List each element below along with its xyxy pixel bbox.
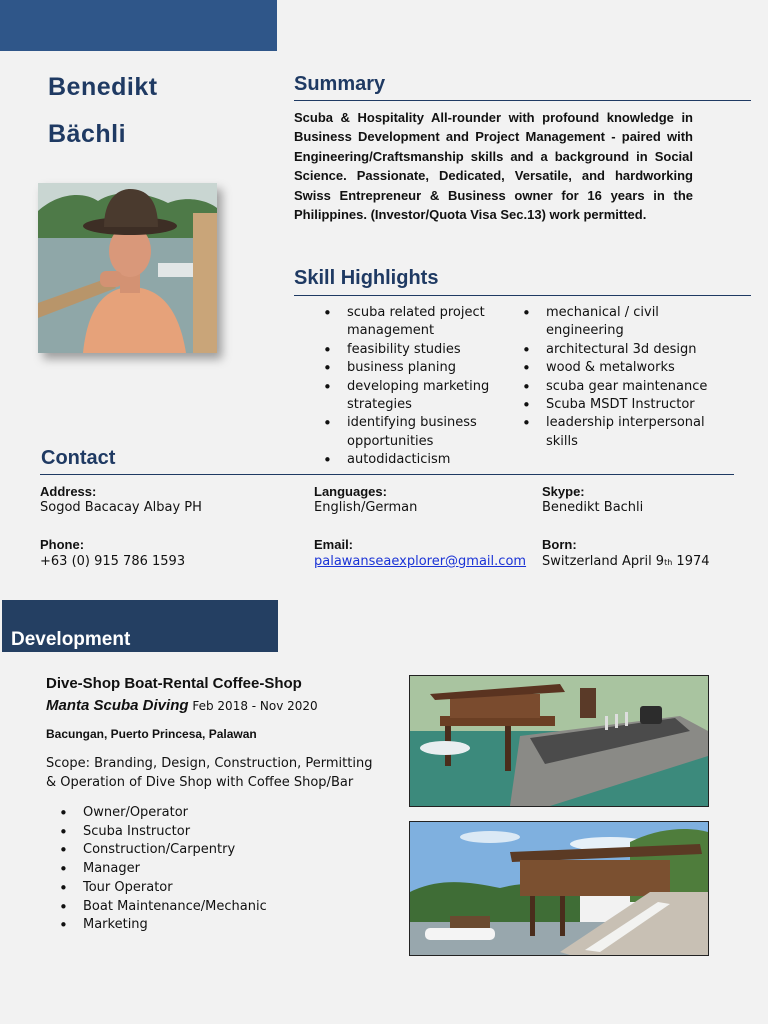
job-dates: Feb 2018 - Nov 2020 <box>192 699 318 713</box>
role-item: • Construction/Carpentry <box>46 841 346 860</box>
skills-list-left <box>320 304 500 470</box>
summary-text: Scuba & Hospitality All-rounder with profound knowledge in Business Development and Project Management - paired with Engineering/Craftsmanship skills and a background in Social Science. Passionate, Dedicated, Versatile, and hardworking Swiss Entrepreneur & Business owner for 16 years in the Philippines. (Investor/Quota Visa Sec.13) work permitted. <box>294 110 693 223</box>
skill-item: • business planing <box>320 359 500 377</box>
skill-item: • wood & metalworks <box>519 359 719 377</box>
skill-item: • scuba gear maintenance <box>519 378 719 396</box>
born-date: Switzerland April 9 <box>542 554 665 569</box>
address-label: Address: <box>40 484 97 499</box>
skype-value: Benedikt Bachli <box>542 500 644 515</box>
email-label: Email: <box>314 537 354 552</box>
role-item: • Tour Operator <box>46 879 346 898</box>
job-location: Bacungan, Puerto Princesa, Palawan <box>46 727 257 741</box>
header-bar <box>0 0 277 51</box>
skype-label: Skype: <box>542 484 585 499</box>
summary-heading: Summary <box>294 73 386 95</box>
phone-label: Phone: <box>40 537 85 552</box>
languages-value: English/German <box>314 500 418 515</box>
skill-item: • autodidacticism <box>320 451 500 469</box>
email-link[interactable]: palawanseaexplorer@gmail.com <box>314 554 527 569</box>
skill-item: • identifying business opportunities <box>320 414 500 451</box>
skills-heading: Skill Highlights <box>294 267 439 289</box>
dive-shop-render-image <box>409 675 709 807</box>
roles-list <box>46 804 346 935</box>
contact-heading: Contact <box>41 447 116 469</box>
phone-value: +63 (0) 915 786 1593 <box>40 554 186 569</box>
job-company-line <box>46 697 318 714</box>
dive-shop-photo-image <box>409 821 709 956</box>
address-value: Sogod Bacacay Albay PH <box>40 500 202 515</box>
role-item: • Owner/Operator <box>46 804 346 823</box>
profile-photo <box>38 183 217 353</box>
name-first: Benedikt <box>48 73 158 101</box>
skills-divider <box>294 295 751 296</box>
name-last: Bächli <box>48 120 127 148</box>
job-title: Dive-Shop Boat-Rental Coffee-Shop <box>46 675 302 692</box>
languages-label: Languages: <box>314 484 387 499</box>
skill-item: • leadership interpersonal skills <box>519 414 719 451</box>
born-value <box>542 554 710 569</box>
job-scope: Scope: Branding, Design, Construction, Permitting & Operation of Dive Shop with Coffee Shop/Bar <box>46 756 373 790</box>
born-label: Born: <box>542 537 577 552</box>
born-ordinal: th <box>664 558 673 567</box>
role-item: • Manager <box>46 860 346 879</box>
skill-item: • architectural 3d design <box>519 341 719 359</box>
skill-item: • developing marketing strategies <box>320 378 500 415</box>
development-heading: Development <box>11 629 131 650</box>
contact-divider <box>40 474 734 475</box>
company-name: Manta Scuba Diving <box>46 697 189 714</box>
skill-item: • feasibility studies <box>320 341 500 359</box>
skill-item: • scuba related project management <box>320 304 500 341</box>
role-item: • Boat Maintenance/Mechanic <box>46 898 346 917</box>
skill-item: • Scuba MSDT Instructor <box>519 396 719 414</box>
skills-list-right <box>519 304 719 451</box>
born-year: 1974 <box>672 554 710 569</box>
role-item: • Scuba Instructor <box>46 823 346 842</box>
role-item: • Marketing <box>46 916 346 935</box>
skill-item: • mechanical / civil engineering <box>519 304 719 341</box>
summary-divider <box>294 100 751 101</box>
